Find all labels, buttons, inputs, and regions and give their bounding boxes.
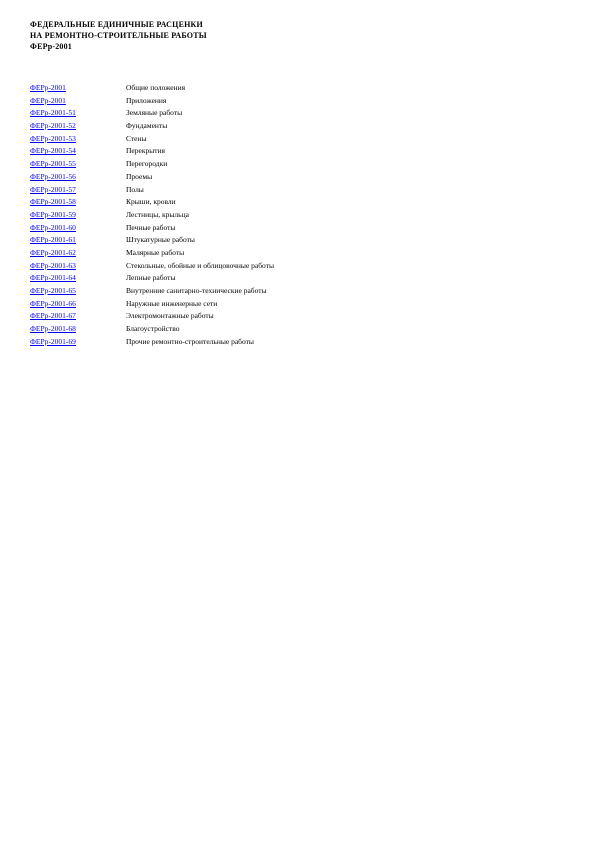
toc-title: Полы	[126, 184, 144, 194]
header-title-line-1: ФЕДЕРАЛЬНЫЕ ЕДИНИЧНЫЕ РАСЦЕНКИ	[30, 20, 203, 29]
toc-link[interactable]: ФЕРр-2001-52	[30, 121, 76, 131]
toc-link[interactable]: ФЕРр-2001-59	[30, 209, 76, 219]
toc-title: Стены	[126, 133, 147, 143]
toc-title: Проемы	[126, 171, 153, 181]
toc-link[interactable]: ФЕРр-2001-55	[30, 159, 76, 169]
toc-title: Внутренние санитарно-технические работы	[126, 286, 267, 295]
toc-title: Электромонтажные работы	[126, 311, 214, 321]
toc-title: Стекольные, обойные и облицовочные работы	[126, 260, 275, 270]
toc-link[interactable]: ФЕРр-2001-58	[30, 197, 76, 207]
toc-title: Земляные работы	[126, 108, 183, 118]
toc-link[interactable]: ФЕРр-2001-66	[30, 298, 76, 308]
toc-link[interactable]: ФЕРр-2001	[30, 95, 66, 105]
toc-title: Малярные работы	[126, 247, 185, 257]
toc-title: Общие положения	[126, 83, 186, 92]
toc-title: Перекрытия	[126, 146, 165, 156]
toc-title: Перегородки	[126, 159, 168, 169]
toc-link[interactable]: ФЕРр-2001-56	[30, 171, 76, 181]
header-title-line-2: НА РЕМОНТНО-СТРОИТЕЛЬНЫЕ РАБОТЫ	[30, 31, 207, 40]
toc-title: Лестницы, крыльца	[126, 209, 189, 219]
toc-link[interactable]: ФЕРр-2001-64	[30, 273, 76, 283]
toc-link[interactable]: ФЕРр-2001-62	[30, 247, 76, 257]
toc-title: Прочие ремонтно-строительные работы	[126, 336, 254, 346]
toc-link[interactable]: ФЕРр-2001-65	[30, 286, 76, 295]
toc-link[interactable]: ФЕРр-2001-54	[30, 146, 76, 156]
toc-link[interactable]: ФЕРр-2001-60	[30, 222, 76, 232]
toc-title: Крыши, кровли	[126, 197, 176, 207]
header-code: ФЕРр-2001	[30, 42, 73, 51]
toc-title: Печные работы	[126, 222, 176, 232]
toc-link[interactable]: ФЕРр-2001-61	[30, 235, 76, 245]
toc-link[interactable]: ФЕРр-2001-69	[30, 336, 76, 346]
toc-link[interactable]: ФЕРр-2001-57	[30, 184, 76, 194]
document-header	[30, 19, 207, 52]
toc-title: Благоустройство	[126, 324, 180, 334]
toc-title: Лепные работы	[126, 273, 176, 283]
toc-link[interactable]: ФЕРр-2001-68	[30, 324, 76, 334]
toc-link[interactable]: ФЕРр-2001-63	[30, 260, 76, 270]
toc-title: Приложения	[126, 95, 167, 105]
toc-link[interactable]: ФЕРр-2001-51	[30, 108, 76, 118]
toc-title: Штукатурные работы	[126, 235, 195, 245]
toc-link[interactable]: ФЕРр-2001-53	[30, 133, 76, 143]
toc-title: Наружные инженерные сети	[126, 298, 218, 308]
toc-link[interactable]: ФЕРр-2001-67	[30, 311, 76, 321]
toc-link[interactable]: ФЕРр-2001	[30, 83, 66, 92]
toc-title: Фундаменты	[126, 121, 168, 131]
